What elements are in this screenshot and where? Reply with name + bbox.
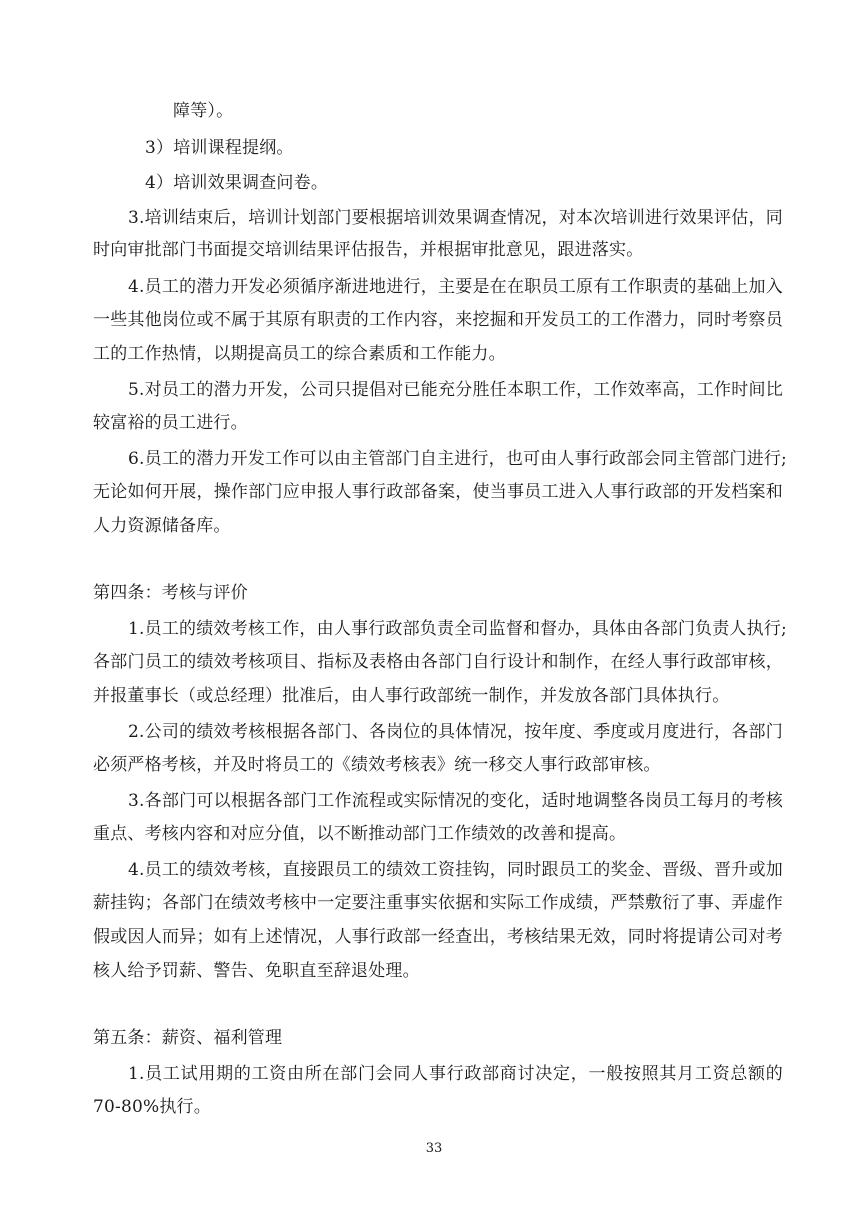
paragraph-line: 薪挂钩；各部门在绩效考核中一定要注重事实依据和实际工作成绩，严禁敷衍了事、弄虚作 (93, 893, 783, 913)
paragraph-line: 工的工作热情，以期提高员工的综合素质和工作能力。 (93, 344, 506, 364)
list-item: 3）培训课程提纲。 (145, 138, 294, 158)
paragraph-line: 3.培训结束后，培训计划部门要根据培训效果调查情况，对本次培训进行效果评估，同 (128, 208, 783, 228)
paragraph-line: 3.各部门可以根据各部门工作流程或实际情况的变化，适时地调整各岗员工每月的考核 (128, 791, 783, 811)
page-number: 33 (425, 1141, 443, 1156)
paragraph-line: 1.员工的绩效考核工作，由人事行政部负责全司监督和督办，具体由各部门负责人执行; (128, 619, 787, 639)
section-heading: 第五条：薪资、福利管理 (93, 1028, 283, 1048)
paragraph-line: 人力资源储备库。 (93, 516, 231, 536)
paragraph-line: 假或因人而异；如有上述情况，人事行政部一经查出，考核结果无效，同时将提请公司对考 (93, 927, 783, 947)
list-item: 4）培训效果调查问卷。 (145, 173, 329, 193)
paragraph-line: 无论如何开展，操作部门应申报人事行政部备案，使当事员工进入人事行政部的开发档案和 (93, 482, 783, 502)
section-heading: 第四条：考核与评价 (93, 583, 248, 603)
paragraph-line: 2.公司的绩效考核根据各部门、各岗位的具体情况，按年度、季度或月度进行，各部门 (128, 722, 783, 742)
text-line: 障等）。 (173, 101, 234, 121)
paragraph-line: 较富裕的员工进行。 (93, 413, 248, 433)
paragraph-line: 时向审批部门书面提交培训结果评估报告，并根据审批意见，跟进落实。 (93, 240, 644, 260)
paragraph-line: 6.员工的潜力开发工作可以由主管部门自主进行，也可由人事行政部会同主管部门进行; (128, 449, 787, 469)
paragraph-line: 4.员工的绩效考核，直接跟员工的绩效工资挂钩，同时跟员工的奖金、晋级、晋升或加 (128, 860, 783, 880)
paragraph-line: 一些其他岗位或不属于其原有职责的工作内容，来挖掘和开发员工的工作潜力，同时考察员 (93, 310, 783, 330)
paragraph-line: 5.对员工的潜力开发，公司只提倡对已能充分胜任本职工作，工作效率高，工作时间比 (128, 380, 783, 400)
paragraph-line: 核人给予罚薪、警告、免职直至辞退处理。 (93, 961, 420, 981)
paragraph-line: 各部门员工的绩效考核项目、指标及表格由各部门自行设计和制作，在经人事行政部审核， (93, 652, 783, 672)
paragraph-line: 4.员工的潜力开发必须循序渐进地进行，主要是在在职员工原有工作职责的基础上加入 (128, 277, 783, 297)
paragraph-line: 70-80%执行。 (93, 1097, 211, 1117)
paragraph-line: 重点、考核内容和对应分值，以不断推动部门工作绩效的改善和提高。 (93, 824, 627, 844)
paragraph-line: 1.员工试用期的工资由所在部门会同人事行政部商讨决定，一般按照其月工资总额的 (128, 1064, 783, 1084)
paragraph-line: 并报董事长（或总经理）批准后，由人事行政部统一制作，并发放各部门具体执行。 (93, 686, 730, 706)
paragraph-line: 必须严格考核，并及时将员工的《绩效考核表》统一移交人事行政部审核。 (93, 755, 661, 775)
